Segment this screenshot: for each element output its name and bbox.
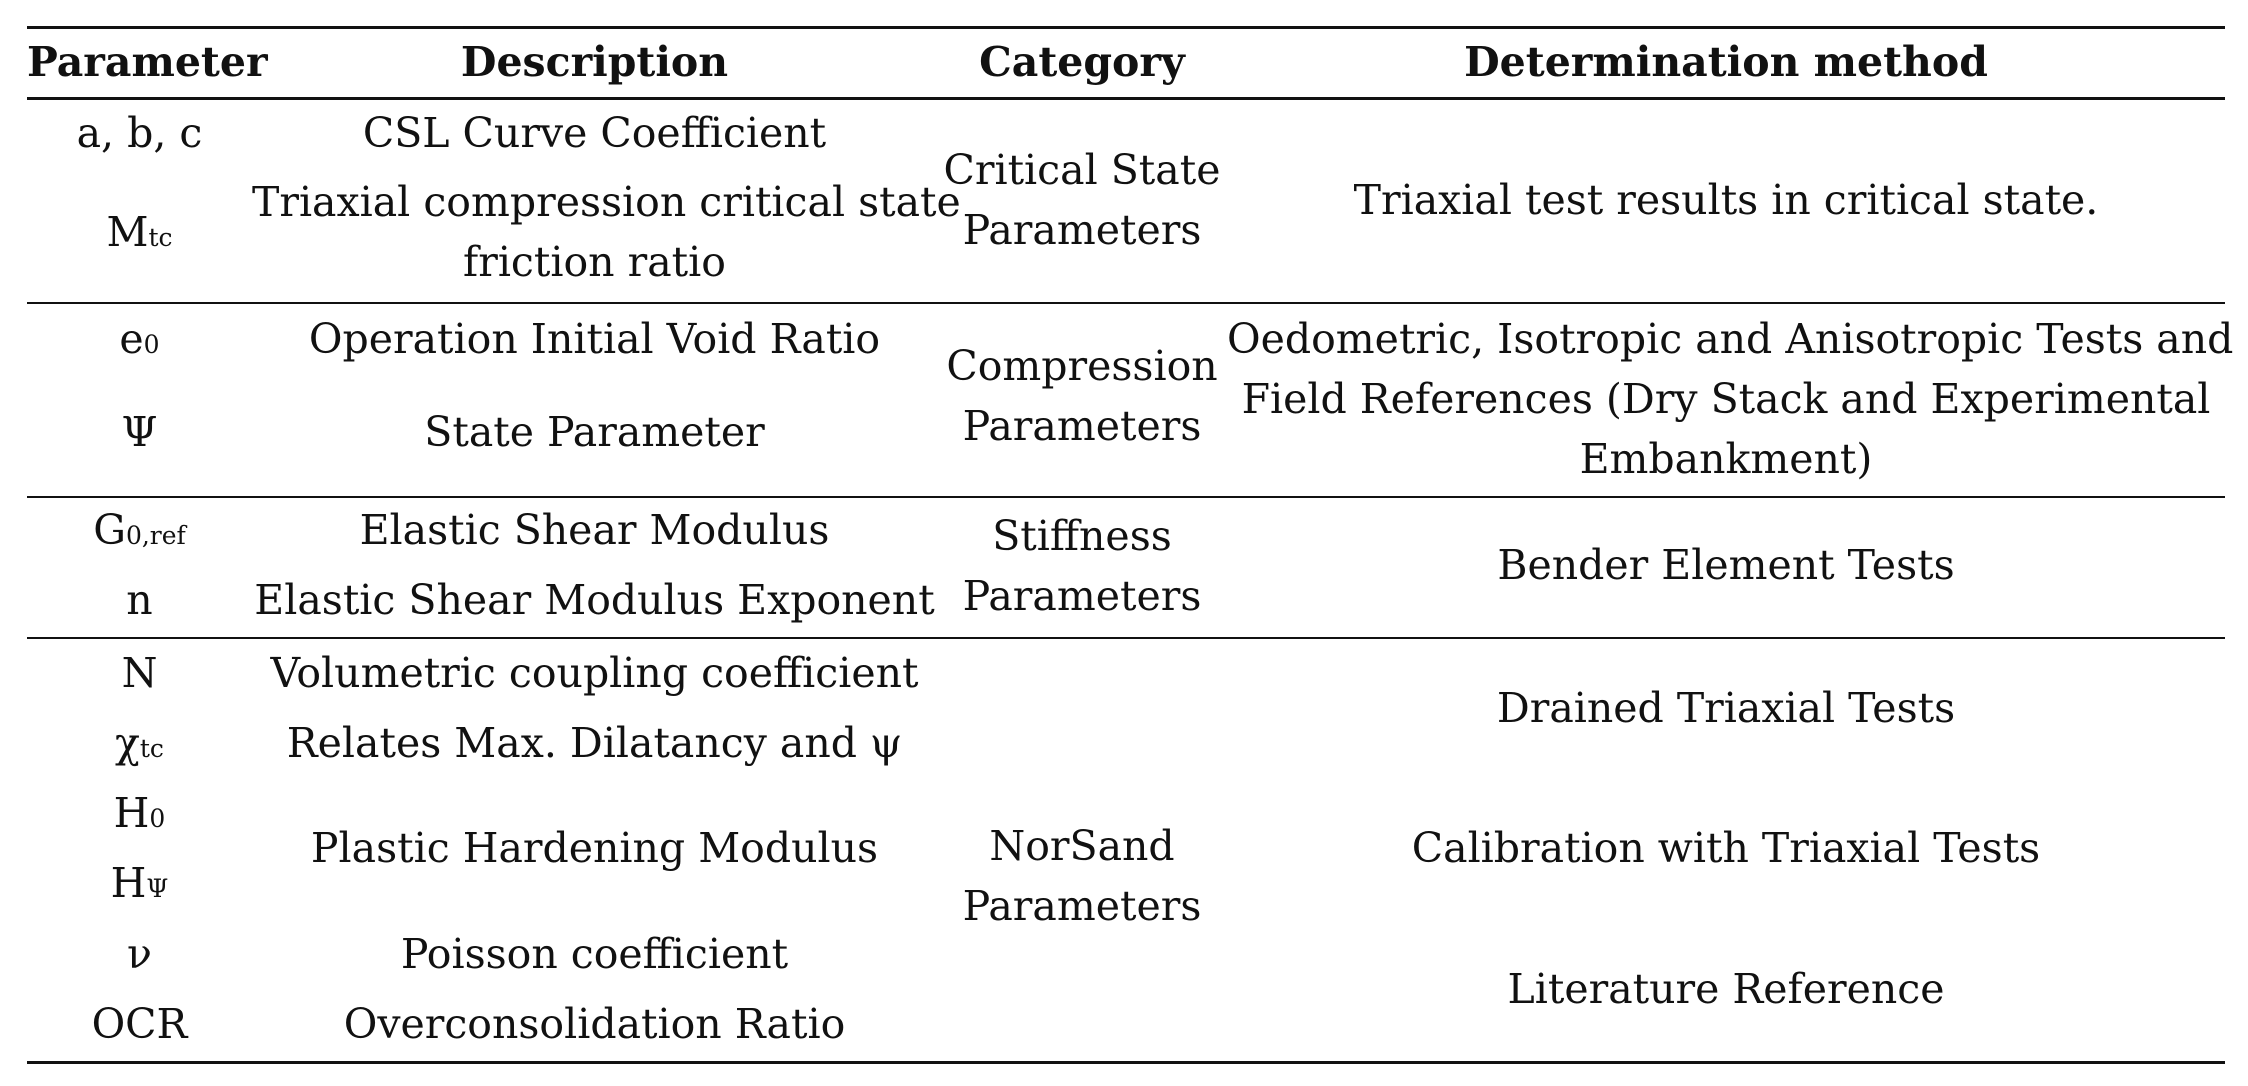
det-calibration-triaxial: Calibration with Triaxial Tests — [1411, 824, 2041, 872]
category-norsand-line1: NorSand — [989, 822, 1175, 870]
desc-plastic-hardening: Plastic Hardening Modulus — [310, 824, 879, 872]
det-stiffness: Bender Element Tests — [1497, 541, 1955, 589]
desc-initial-void-ratio: Operation Initial Void Ratio — [308, 315, 881, 363]
category-compression — [937, 336, 1227, 456]
desc-shear-modulus-exponent: Elastic Shear Modulus Exponent — [254, 576, 935, 624]
desc-overconsolidation: Overconsolidation Ratio — [343, 1000, 846, 1048]
det-critical-state: Triaxial test results in critical state. — [1353, 176, 2099, 224]
param-h0-sub: 0 — [149, 804, 166, 833]
param-nu: ν — [127, 930, 152, 978]
section-divider-3 — [27, 637, 2225, 639]
det-compression — [1227, 309, 2234, 489]
desc-elastic-shear-modulus: Elastic Shear Modulus — [359, 506, 830, 554]
param-mtc-main: M — [106, 208, 149, 256]
param-mtc-sub: tc — [148, 223, 173, 252]
det-compression-line3: Embankment) — [1579, 435, 1873, 483]
category-stiffness — [937, 506, 1227, 626]
section-divider-2 — [27, 496, 2225, 498]
desc-mtc-line1: Triaxial compression critical state — [252, 178, 961, 226]
desc-mtc — [252, 172, 961, 292]
category-norsand — [937, 816, 1227, 936]
param-N: N — [121, 649, 158, 697]
param-psi: Ψ — [121, 408, 158, 456]
det-literature: Literature Reference — [1507, 965, 1945, 1013]
header-parameter: Parameter — [27, 38, 268, 86]
category-compression-line2: Parameters — [962, 402, 1202, 450]
desc-poisson: Poisson coefficient — [400, 930, 789, 978]
param-e0-sub: 0 — [143, 330, 160, 359]
param-n-exponent: n — [126, 576, 153, 624]
desc-state-parameter: State Parameter — [424, 408, 765, 456]
param-chi-tc — [27, 713, 252, 779]
category-critical-state — [937, 140, 1227, 260]
desc-volumetric-coupling: Volumetric coupling coefficient — [270, 649, 919, 697]
header-description: Description — [460, 38, 729, 86]
param-h0-main: H — [113, 789, 150, 837]
param-chi-tc-sub: tc — [139, 734, 164, 763]
param-g0ref — [27, 500, 252, 566]
category-critical-state-line2: Parameters — [962, 206, 1202, 254]
param-abc: a, b, c — [76, 109, 203, 157]
param-hpsi-main: H — [110, 859, 147, 907]
param-hpsi-sub: Ψ — [146, 874, 169, 903]
category-stiffness-line1: Stiffness — [992, 512, 1172, 560]
param-mtc — [27, 202, 252, 268]
header-determination: Determination method — [1464, 38, 1988, 86]
det-compression-line1: Oedometric, Isotropic and Anisotropic Tests and — [1227, 315, 2234, 363]
param-g0ref-main: G — [93, 506, 126, 554]
param-h0 — [27, 783, 252, 849]
category-critical-state-line1: Critical State — [943, 146, 1221, 194]
param-e0 — [27, 309, 252, 375]
category-norsand-line2: Parameters — [962, 882, 1202, 930]
desc-max-dilatancy: Relates Max. Dilatancy and ψ — [286, 719, 903, 767]
param-g0ref-sub: 0,ref — [125, 521, 186, 550]
category-compression-line1: Compression — [946, 342, 1218, 390]
desc-mtc-line2: friction ratio — [463, 238, 726, 286]
param-ocr: OCR — [91, 1000, 188, 1048]
det-drained-triaxial: Drained Triaxial Tests — [1496, 684, 1956, 732]
header-rule — [27, 97, 2225, 100]
section-divider-1 — [27, 302, 2225, 304]
det-compression-line2: Field References (Dry Stack and Experimental — [1241, 375, 2211, 423]
category-stiffness-line2: Parameters — [962, 572, 1202, 620]
header-category: Category — [979, 38, 1185, 86]
bottom-rule — [27, 1061, 2225, 1064]
param-e0-main: e — [119, 315, 144, 363]
top-rule — [27, 26, 2225, 29]
param-chi-tc-main: χ — [115, 719, 140, 767]
param-hpsi — [27, 853, 252, 919]
desc-csl-coefficient: CSL Curve Coefficient — [362, 109, 827, 157]
